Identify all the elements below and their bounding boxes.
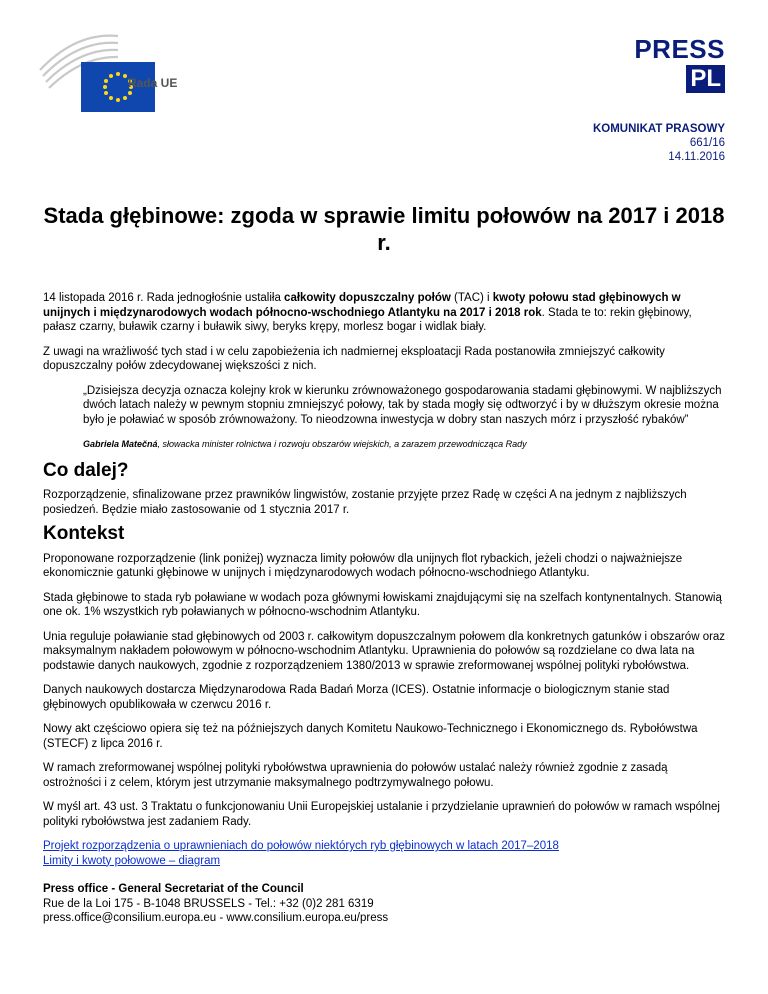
- intro-bold-2: kwoty połowu stad głębinowych w unijnych i międzynarodowych wodach północno-wschodniego Atlantyku na 2017 i 2018 rok: [43, 292, 681, 319]
- next-steps-text: Rozporządzenie, sfinalizowane przez prawników lingwistów, zostanie przyjęte przez Radę w części A na jednym z najbliższych posiedzeń. Będzie miało zastosowanie od 1 stycznia 2017 r.: [43, 489, 687, 516]
- footer: [43, 882, 728, 926]
- intro-paragraph: [43, 291, 728, 335]
- paragraph-2: Z uwagi na wrażliwość tych stad i w celu zapobieżenia ich nadmiernej eksploatacji Rada postanowiła zmniejszyć całkowity dopuszczalny połów zdecydowanej większości z nich.: [43, 345, 665, 372]
- intro-text-2: (TAC) i: [450, 292, 493, 304]
- context-paragraph: Proponowane rozporządzenie (link poniżej) wyznacza limity połowów dla unijnych flot rybackich, jeżeli chodzi o najważniejsze ekonomicznie gatunki głębinowe w unijnych i międzynarodowych wodach północno-wschodniego Atlantyku.: [43, 552, 683, 579]
- context-paragraph: W myśl art. 43 ust. 3 Traktatu o funkcjonowaniu Unii Europejskiej ustalanie i przydzielanie uprawnień do połowów w ramach wspólnej polityki rybołówstwa jest zadaniem Rady.: [43, 801, 720, 828]
- attribution-role: , słowacka minister rolnictwa i rozwoju obszarów wiejskich, a zarazem przewodnicząca Rady: [157, 439, 527, 449]
- article-body: [43, 291, 728, 926]
- press-word: PRESS: [634, 34, 725, 64]
- attribution-name: Gabriela Matečná: [83, 439, 158, 449]
- footer-contact: press.office@consilium.europa.eu - www.consilium.europa.eu/press: [43, 912, 389, 924]
- quote-attribution: [83, 437, 728, 452]
- minister-quote: „Dzisiejsza decyzja oznacza kolejny krok w kierunku zrównoważonego gospodarowania stadami głębinowymi. W najbliższych dwóch latach należy w pewnym stopniu zmniejszyć połowy, tak by stada mogły się odtworzyć i by w dłuższym okresie można było je poławiać w sposób zrównoważony. To nieodzowna inwestycja w dobry stan naszych mórz i przyszłość rybaków”: [83, 384, 722, 426]
- intro-text-1: 14 listopada 2016 r. Rada jednogłośnie ustaliła: [43, 292, 285, 304]
- related-links: [43, 839, 728, 868]
- release-number: 661/16: [689, 137, 725, 149]
- footer-address: Rue de la Loi 175 - B-1048 BRUSSELS - Tel.: +32 (0)2 281 6319: [43, 897, 374, 910]
- intro-text-3: . Stada te to: rekin głębinowy, pałasz czarny, buławik czarny i buławik siwy, beryks krępy, morlesz bogar i widlak biały.: [43, 306, 692, 333]
- context-paragraph: Danych naukowych dostarcza Międzynarodowa Rada Badań Morza (ICES). Ostatnie informacje o biologicznym stanie stad głębinowych opublikowała w czerwcu 2016 r.: [43, 684, 670, 711]
- release-info: [593, 122, 725, 164]
- intro-bold-1: całkowity dopuszczalny połów: [284, 292, 451, 304]
- next-steps-heading: Co dalej?: [43, 459, 129, 481]
- context-heading: Kontekst: [43, 523, 125, 544]
- press-language-badge: PL: [686, 65, 725, 93]
- release-label: KOMUNIKAT PRASOWY: [592, 123, 725, 135]
- context-paragraph: Nowy akt częściowo opiera się też na późniejszych danych Komitetu Naukowo-Technicznego i Ekonomicznego ds. Rybołówstwa (STECF) z lipca 2016 r.: [43, 723, 698, 750]
- footer-title: Press office - General Secretariat of the Council: [43, 883, 304, 895]
- org-name: Rada UE: [128, 76, 178, 90]
- press-logo: [634, 35, 725, 93]
- regulation-draft-link[interactable]: Projekt rozporządzenia o uprawnieniach do połowów niektórych ryb głębinowych w latach 2017–2018: [43, 840, 559, 852]
- release-date: 14.11.2016: [668, 151, 725, 163]
- context-paragraph: Unia reguluje poławianie stad głębinowych od 2003 r. całkowitym dopuszczalnym połowem dla konkretnych gatunków i obszarów oraz maksymalnym nakładem połowowym w północno-wschodnim Atlantyku. Uprawnienia do połowów są rozdzielane co dwa lata na podstawie danych naukowych, zgodnie z rozporządzeniem 1380/2013 w sprawie zreformowanej wspólnej polityki rybołówstwa.: [43, 630, 726, 672]
- page-title: Stada głębinowe: zgoda w sprawie limitu połowów na 2017 i 2018 r.: [43, 203, 725, 255]
- context-paragraph: Stada głębinowe to stada ryb poławiane w wodach poza głównymi łowiskami znajdującymi się na szelfach kontynentalnych. Stanowią one ok. 1% wszystkich ryb poławianych w północno-wschodnim Atlantyku.: [43, 591, 722, 618]
- quotas-diagram-link[interactable]: Limity i kwoty połowowe – diagram: [43, 854, 221, 867]
- context-paragraph: W ramach zreformowanej wspólnej polityki rybołówstwa uprawnienia do połowów ustalać należy również zgodnie z zasadą ostrożności i z celem, którym jest utrzymanie maksymalnego podtrzymywalnego połowu.: [43, 762, 668, 789]
